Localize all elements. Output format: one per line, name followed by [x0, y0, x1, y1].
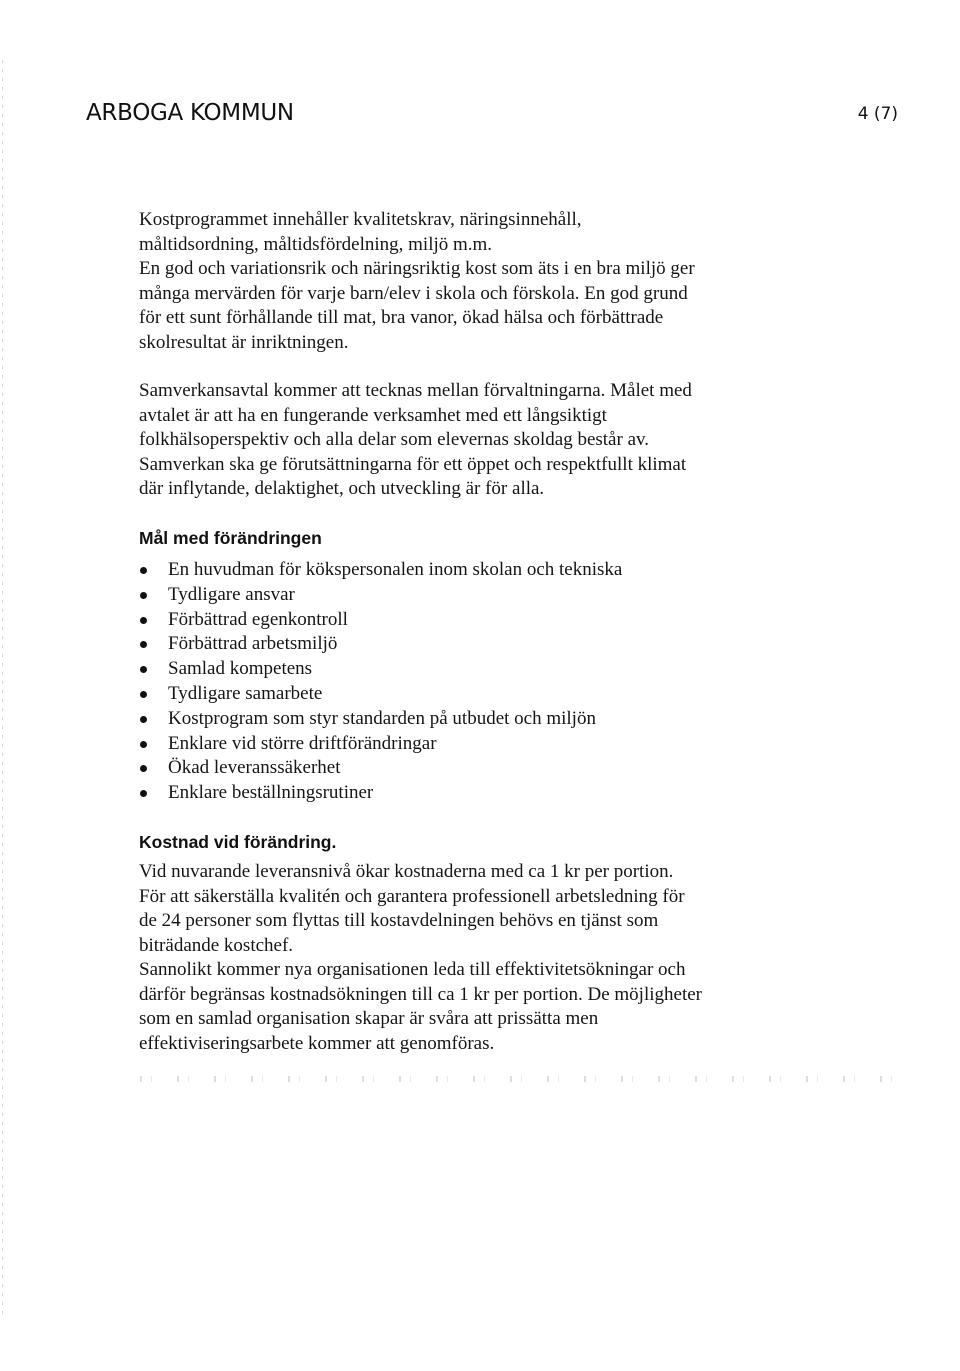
page-number: 4 (7)	[857, 104, 898, 124]
list-item	[139, 558, 839, 583]
text-line: Kostprogrammet innehåller kvalitetskrav, näringsinnehåll,	[139, 209, 582, 230]
bullet-icon	[140, 765, 147, 772]
list-item-text: Kostprogram som styr standarden på utbudet och miljön	[168, 707, 596, 729]
bullet-icon	[140, 666, 147, 673]
text-line: många mervärden för varje barn/elev i skola och förskola. En god grund	[139, 282, 688, 304]
document-body	[139, 208, 839, 1056]
organization-name: ARBOGA KOMMUN	[86, 100, 294, 126]
text-line: där inflytande, delaktighet, och utveckling är för alla.	[139, 478, 545, 499]
list-item	[139, 608, 839, 633]
bullet-icon	[140, 691, 147, 698]
text-line: måltidsordning, måltidsfördelning, miljö m.m.	[139, 233, 493, 255]
text-line: För att säkerställa kvalitén och garantera professionell arbetsledning för	[139, 885, 685, 907]
text-line: effektiviseringsarbete kommer att genomföras.	[139, 1032, 495, 1054]
bullet-icon	[140, 592, 147, 599]
list-item	[139, 583, 839, 608]
cost-paragraph	[139, 860, 839, 1056]
list-item	[139, 632, 839, 657]
bullet-icon	[140, 716, 147, 723]
intro-paragraph	[139, 208, 839, 355]
list-item	[139, 732, 839, 757]
list-item-text: Enklare vid större driftförändringar	[168, 732, 437, 754]
text-line: därför begränsas kostnadsökningen till ca 1 kr per portion. De möjligheter	[139, 983, 702, 1005]
scan-noise-artifact	[140, 1076, 900, 1082]
list-item-text: Ökad leveranssäkerhet	[168, 757, 341, 779]
list-item-text: Samlad kompetens	[168, 658, 313, 680]
bullet-icon	[140, 567, 147, 574]
list-item-text: Enklare beställningsrutiner	[168, 782, 374, 804]
list-item	[139, 657, 839, 682]
list-item-text: Tydligare samarbete	[168, 682, 323, 704]
text-line: En god och variationsrik och näringsriktig kost som äts i en bra miljö ger	[139, 258, 695, 279]
bullet-icon	[140, 741, 147, 748]
list-item	[139, 707, 839, 732]
text-line: Samverkansavtal kommer att tecknas mellan förvaltningarna. Målet med	[139, 380, 692, 401]
text-line: avtalet är att ha en fungerande verksamhet med ett långsiktigt	[139, 404, 607, 426]
list-item	[139, 756, 839, 781]
page-header	[86, 100, 898, 136]
text-line: som en samlad organisation skapar är svåra att prissätta men	[139, 1008, 599, 1030]
bullet-icon	[140, 641, 147, 648]
goals-heading: Mål med förändringen	[139, 527, 322, 548]
text-line: Sannolikt kommer nya organisationen leda till effektivitetsökningar och	[139, 959, 686, 981]
list-item	[139, 682, 839, 707]
text-line: för ett sunt förhållande till mat, bra vanor, ökad hälsa och förbättrade	[139, 307, 664, 328]
list-item-text: Förbättrad arbetsmiljö	[168, 633, 338, 655]
text-line: folkhälsoperspektiv och alla delar som elevernas skoldag består av.	[139, 429, 650, 450]
list-item	[139, 781, 839, 806]
goals-list	[139, 558, 839, 806]
bullet-icon	[140, 617, 147, 624]
cost-heading: Kostnad vid förändring.	[139, 831, 337, 852]
text-line: Vid nuvarande leveransnivå ökar kostnaderna med ca 1 kr per portion.	[139, 861, 674, 883]
text-line: de 24 personer som flyttas till kostavdelningen behövs en tjänst som	[139, 910, 659, 932]
text-line: biträdande kostchef.	[139, 934, 294, 956]
agreement-paragraph	[139, 379, 839, 502]
list-item-text: Tydligare ansvar	[168, 583, 295, 605]
text-line: Samverkan ska ge förutsättningarna för ett öppet och respektfullt klimat	[139, 453, 687, 475]
list-item-text: En huvudman för kökspersonalen inom skolan och tekniska	[168, 559, 623, 580]
bullet-icon	[140, 790, 147, 797]
list-item-text: Förbättrad egenkontroll	[168, 608, 348, 630]
scan-edge-artifact	[2, 60, 3, 1320]
text-line: skolresultat är inriktningen.	[139, 331, 349, 353]
